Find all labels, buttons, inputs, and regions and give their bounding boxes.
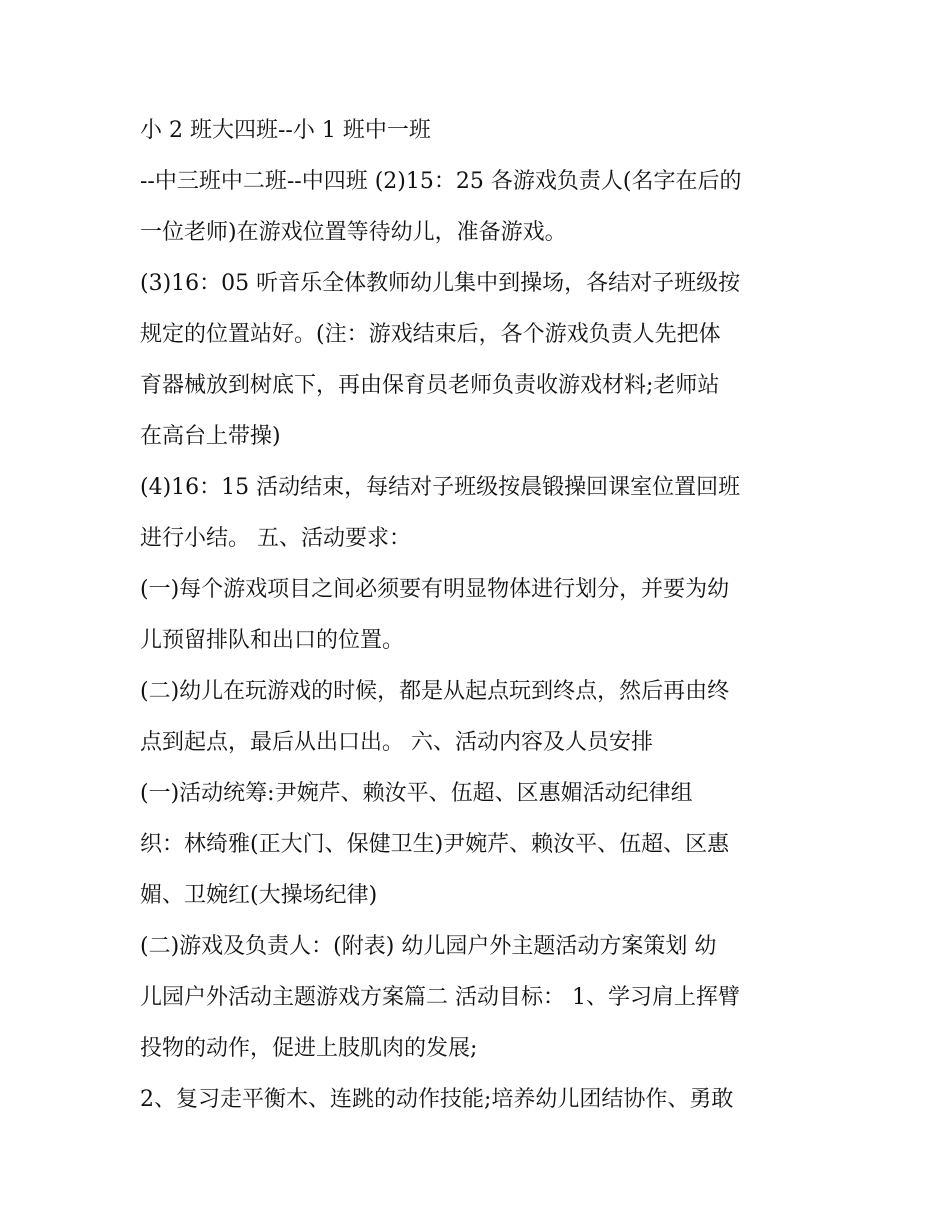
- text-line: (一)活动统筹:尹婉芹、赖汝平、伍超、区惠媚活动纪律组: [140, 781, 693, 806]
- text-line: 媚、卫婉红(大操场纪律): [140, 883, 378, 908]
- text-line: (3)16：05 听音乐全体教师幼儿集中到操场，各结对子班级按: [140, 271, 741, 296]
- text-line: (4)16：15 活动结束，每结对子班级按晨锻操回课室位置回班: [140, 475, 741, 500]
- text-line: (一)每个游戏项目之间必须要有明显物体进行划分，并要为幼: [140, 577, 730, 602]
- text-line: 儿园户外活动主题游戏方案篇二 活动目标： 1、学习肩上挥臂: [140, 985, 740, 1010]
- text-line: 小 2 班大四班--小 1 班中一班: [140, 118, 431, 143]
- text-line: --中三班中二班--中四班 (2)15：25 各游戏负责人(名字在后的: [140, 169, 742, 194]
- text-line: 进行小结。 五、活动要求：: [140, 526, 411, 551]
- text-line: (二)游戏及负责人：(附表) 幼儿园户外主题活动方案策划 幼: [140, 934, 717, 959]
- text-line: 投物的动作，促进上肢肌肉的发展;: [140, 1036, 478, 1061]
- text-line: 织：林绮雅(正大门、保健卫生)尹婉芹、赖汝平、伍超、区惠: [140, 832, 730, 857]
- text-line: 2、复习走平衡木、连跳的动作技能;培养幼儿团结协作、勇敢: [140, 1087, 734, 1112]
- text-line: 儿预留排队和出口的位置。: [140, 628, 405, 653]
- text-line: 在高台上带操): [140, 424, 281, 449]
- text-line: 一位老师)在游戏位置等待幼儿，准备游戏。: [140, 220, 567, 245]
- document-body: [140, 110, 820, 1130]
- text-line: (二)幼儿在玩游戏的时候，都是从起点玩到终点，然后再由终: [140, 679, 730, 704]
- text-line: 点到起点，最后从出口出。 六、活动内容及人员安排: [140, 730, 653, 755]
- text-line: 育器械放到树底下，再由保育员老师负责收游戏材料;老师站: [140, 373, 720, 398]
- text-line: 规定的位置站好。(注：游戏结束后，各个游戏负责人先把体: [140, 322, 721, 347]
